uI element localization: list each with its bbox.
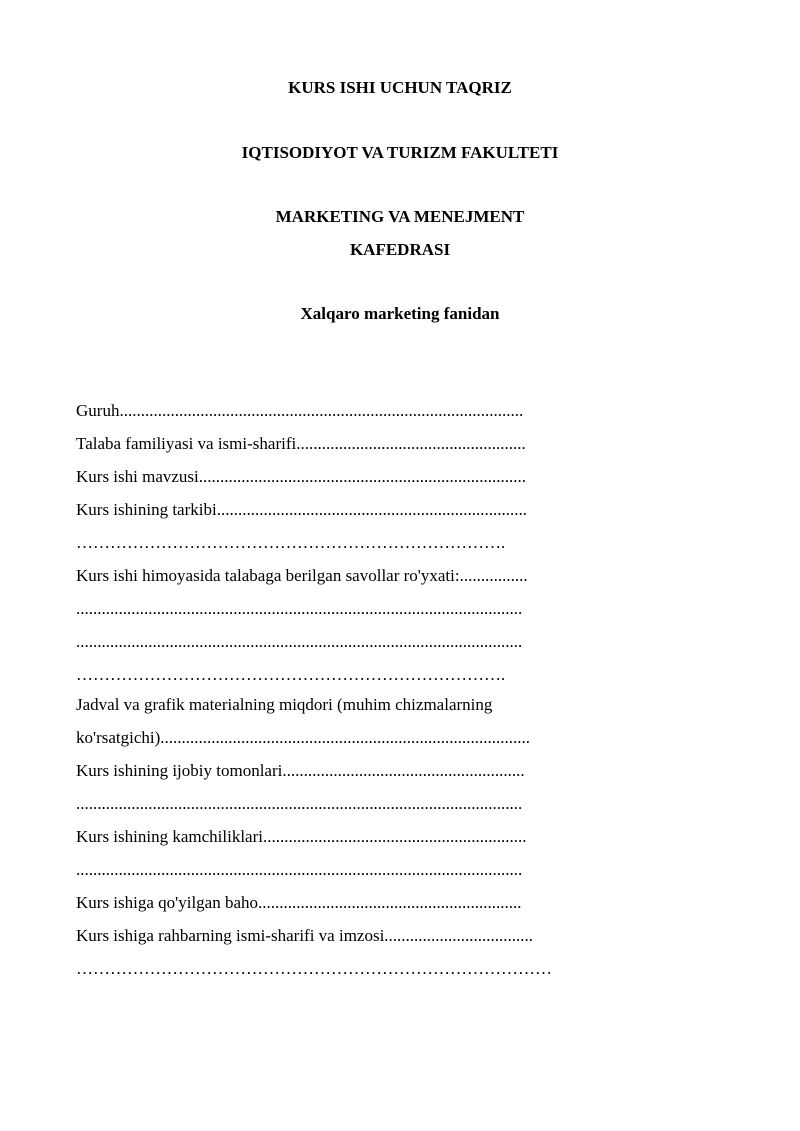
- form-line-defense-questions: Kurs ishi himoyasida talabaga berilgan savollar ro'yxati:................: [76, 566, 528, 585]
- form-line-grade: Kurs ishiga qo'yilgan baho..............................................................: [76, 893, 522, 912]
- form-line-tables-graphics-continued: ko'rsatgichi).......................................................................................: [76, 728, 531, 747]
- form-line-weaknesses: Kurs ishining kamchiliklari..............................................................: [76, 827, 527, 846]
- form-line-blank: ………………………………………………………………….: [76, 533, 506, 552]
- document-title: KURS ISHI UCHUN TAQRIZ: [288, 78, 512, 97]
- department-heading-line-1: MARKETING VA MENEJMENT: [275, 207, 525, 226]
- form-line-topic: Kurs ishi mavzusi.............................................................................: [76, 467, 527, 486]
- form-line-blank: ………………………………………………………………….: [76, 665, 506, 684]
- form-line-blank: .........................................................................................................: [76, 794, 523, 813]
- form-line-blank: .........................................................................................................: [76, 860, 523, 879]
- department-heading-line-2: KAFEDRASI: [349, 240, 451, 259]
- form-line-strengths: Kurs ishining ijobiy tomonlari.........................................................: [76, 761, 525, 780]
- form-line-blank: …………………………………………………………………………: [76, 959, 552, 978]
- form-line-tables-graphics: Jadval va grafik materialning miqdori (muhim chizmalarning: [76, 695, 493, 714]
- form-line-supervisor-signature: Kurs ishiga rahbarning ismi-sharifi va imzosi...................................: [76, 926, 534, 945]
- form-line-structure: Kurs ishining tarkibi.........................................................................: [76, 500, 527, 519]
- form-line-blank: .........................................................................................................: [76, 599, 523, 618]
- form-line-group: Guruh...............................................................................................: [76, 401, 524, 420]
- form-line-student-name: Talaba familiyasi va ismi-sharifi......................................................: [76, 434, 526, 453]
- faculty-heading: IQTISODIYOT VA TURIZM FAKULTETI: [241, 143, 559, 162]
- subject-heading: Xalqaro marketing fanidan: [300, 304, 500, 323]
- form-line-blank: .........................................................................................................: [76, 632, 523, 651]
